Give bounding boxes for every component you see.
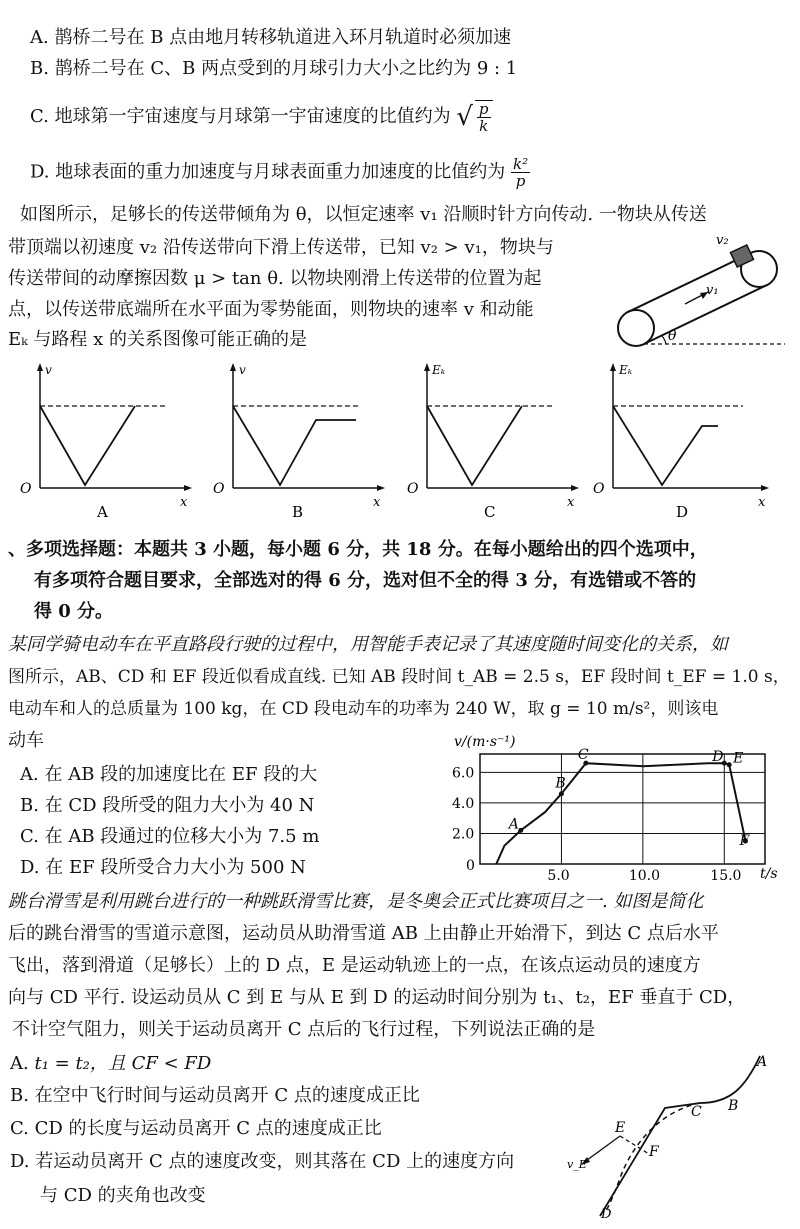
option-text: 地球第一宇宙速度与月球第一宇宙速度的比值约为 bbox=[54, 106, 451, 127]
option-text: t₁ = t₂，且 CF < FD bbox=[34, 1053, 212, 1074]
ebike-stem-line-2: 图所示，AB、CD 和 EF 段近似看成直线. 已知 AB 段时间 t_AB = 2.5 s，EF 段时间 t_EF = 1.0 s， bbox=[8, 667, 790, 687]
x-axis-arrow bbox=[377, 485, 385, 491]
ski-jump-figure bbox=[565, 1048, 790, 1220]
y-axis-arrow bbox=[37, 363, 43, 371]
sqrt-body bbox=[475, 100, 493, 134]
prev-option-b bbox=[30, 57, 517, 81]
y-tick-label: 2.0 bbox=[452, 826, 475, 843]
x-label: x bbox=[758, 495, 766, 510]
x-tick-label: 5.0 bbox=[547, 868, 570, 884]
fraction-numerator: p bbox=[478, 100, 489, 118]
option-text: 在 AB 段的加速度比在 EF 段的大 bbox=[44, 764, 318, 785]
x-axis-arrow bbox=[184, 485, 192, 491]
velocity-time-chart bbox=[440, 732, 790, 882]
theta-arc bbox=[662, 336, 666, 344]
option-label: A. bbox=[20, 764, 39, 785]
ski-stem-line-4: 向与 CD 平行. 设运动员从 C 到 E 与从 E 到 D 的运动时间分别为 t₁、t₂，EF 垂直于 CD， bbox=[8, 987, 746, 1008]
graph-option-label: D bbox=[676, 503, 689, 521]
point-label-c: C bbox=[577, 747, 589, 764]
ski-option-d bbox=[10, 1150, 514, 1174]
point-label-e: E bbox=[733, 750, 744, 767]
belt-stem-line-2: 带顶端以初速度 v₂ 沿传送带向下滑上传送带，已知 v₂ > v₁，物块与 bbox=[8, 237, 554, 258]
ebike-option-b bbox=[20, 794, 314, 818]
ski-option-d-continued: 与 CD 的夹角也改变 bbox=[40, 1185, 206, 1206]
point-f-label: F bbox=[649, 1144, 659, 1160]
y-tick-label: 4.0 bbox=[452, 795, 475, 812]
graph-option-c bbox=[402, 360, 587, 520]
y-tick-label: 6.0 bbox=[452, 765, 475, 782]
fraction-denominator: p bbox=[515, 172, 526, 190]
ski-stem-line-2: 后的跳台滑雪的雪道示意图，运动员从助滑雪道 AB 上由静止开始滑下，到达 C 点后水平 bbox=[8, 923, 719, 944]
belt-top-surface bbox=[628, 253, 751, 312]
option-label: D. bbox=[10, 1151, 30, 1172]
graph-option-a bbox=[15, 360, 200, 520]
x-label: x bbox=[180, 495, 188, 510]
x-label: x bbox=[567, 495, 575, 510]
option-label: C. bbox=[30, 106, 49, 127]
option-text: CD 的长度与运动员离开 C 点的速度成正比 bbox=[34, 1118, 382, 1139]
option-text: 若运动员离开 C 点的速度改变，则其落在 CD 上的速度方向 bbox=[35, 1151, 515, 1172]
graph-curve bbox=[40, 406, 135, 485]
point-b-label: B bbox=[728, 1098, 739, 1114]
graph-curve bbox=[427, 406, 522, 485]
belt-stem-line-5: Eₖ 与路程 x 的关系图像可能正确的是 bbox=[8, 329, 308, 350]
belt-stem-line-4: 点，以传送带底端所在水平面为零势能面，则物块的速率 v 和动能 bbox=[8, 299, 534, 320]
ebike-option-d bbox=[20, 856, 306, 880]
ski-option-b bbox=[10, 1084, 420, 1108]
x-axis-arrow bbox=[571, 485, 579, 491]
x-axis-arrow bbox=[761, 485, 769, 491]
origin-label: O bbox=[20, 481, 32, 497]
fraction-numerator: k² bbox=[512, 155, 529, 173]
point-label-b: B bbox=[555, 775, 566, 792]
option-label: C. bbox=[20, 826, 39, 847]
ebike-stem-line-4: 动车 bbox=[8, 730, 44, 751]
option-label: C. bbox=[10, 1118, 29, 1139]
velocity-curve bbox=[496, 763, 745, 864]
point-e-label: E bbox=[615, 1120, 626, 1136]
origin-label: O bbox=[407, 481, 419, 497]
origin-label: O bbox=[213, 481, 225, 497]
option-label: D. bbox=[20, 857, 40, 878]
point-c-label: C bbox=[691, 1104, 702, 1120]
point-label-d: D bbox=[712, 749, 724, 766]
origin-label: O bbox=[593, 481, 605, 497]
point-a-label: A bbox=[757, 1054, 768, 1070]
plot-frame bbox=[480, 754, 765, 864]
option-text: 在 AB 段通过的位移大小为 7.5 m bbox=[44, 826, 320, 847]
graph-option-label: C bbox=[484, 503, 496, 521]
belt-bottom-roller bbox=[618, 310, 654, 346]
graph-option-d bbox=[588, 360, 778, 520]
x-tick-label: 10.0 bbox=[628, 868, 661, 884]
theta-label: θ bbox=[668, 328, 677, 344]
fraction bbox=[511, 156, 530, 189]
option-text: 鹊桥二号在 C、B 两点受到的月球引力大小之比约为 9 : 1 bbox=[54, 58, 518, 79]
option-label: D. bbox=[30, 161, 50, 183]
ski-stem-line-1: 跳台滑雪是利用跳台进行的一种跳跃滑雪比赛，是冬奥会正式比赛项目之一. 如图是简化 bbox=[8, 891, 704, 912]
fraction-denominator: k bbox=[479, 117, 489, 135]
option-label: A. bbox=[30, 27, 49, 48]
y-axis-arrow bbox=[424, 363, 430, 371]
section-header-line-2: 有多项符合题目要求，全部选对的得 6 分，选对但不全的得 3 分，有选错或不答的 bbox=[34, 570, 697, 591]
slope-track bbox=[600, 1056, 760, 1216]
belt-stem-line-3: 传送带间的动摩擦因数 μ > tan θ. 以物块刚滑上传送带的位置为起 bbox=[8, 268, 542, 289]
graph-option-label: B bbox=[292, 503, 304, 521]
y-label: v bbox=[45, 363, 52, 377]
graph-curve bbox=[613, 406, 718, 485]
y-axis-arrow bbox=[230, 363, 236, 371]
y-label: Eₖ bbox=[432, 363, 446, 377]
sqrt-sign: √ bbox=[456, 102, 473, 132]
option-text: 在 EF 段所受合力大小为 500 N bbox=[45, 857, 306, 878]
section-header-line-3: 得 0 分。 bbox=[34, 601, 114, 622]
option-label: B. bbox=[20, 795, 39, 816]
ski-stem-line-5: 不计空气阻力，则关于运动员离开 C 点后的飞行过程，下列说法正确的是 bbox=[12, 1019, 596, 1040]
ski-option-a bbox=[10, 1052, 211, 1076]
y-label: Eₖ bbox=[619, 363, 633, 377]
x-label: x bbox=[373, 495, 381, 510]
ski-stem-line-3: 飞出，落到滑道（足够长）上的 D 点，E 是运动轨迹上的一点，在该点运动员的速度方 bbox=[8, 955, 701, 976]
graph-curve bbox=[233, 406, 356, 485]
data-point-a bbox=[518, 828, 523, 833]
y-axis-arrow bbox=[610, 363, 616, 371]
ef-perpendicular bbox=[620, 1136, 649, 1154]
ebike-stem-line-3: 电动车和人的总质量为 100 kg，在 CD 段电动车的功率为 240 W，取 g = 10 m/s²，则该电 bbox=[8, 699, 719, 719]
ski-option-c bbox=[10, 1117, 382, 1141]
belt-stem-line-1: 如图所示，足够长的传送带倾角为 θ，以恒定速率 v₁ 沿顺时针方向传动. 一物块从传送 bbox=[20, 204, 707, 225]
conveyor-belt-figure bbox=[600, 232, 790, 362]
ebike-stem-line-1: 某同学骑电动车在平直路段行驶的过程中，用智能手表记录了其速度随时间变化的关系，如 bbox=[8, 634, 728, 655]
option-text: 在 CD 段所受的阻力大小为 40 N bbox=[44, 795, 315, 816]
chart-y-label: v/(m·s⁻¹) bbox=[454, 734, 516, 750]
option-text: 在空中飞行时间与运动员离开 C 点的速度成正比 bbox=[34, 1085, 420, 1106]
chart-origin: 0 bbox=[466, 858, 475, 874]
block bbox=[730, 245, 753, 267]
section-header-line-1: 、多项选择题：本题共 3 小题，每小题 6 分，共 18 分。在每小题给出的四个选项中， bbox=[8, 539, 708, 560]
ve-arrow bbox=[583, 1136, 620, 1163]
chart-x-label: t/s bbox=[760, 866, 778, 882]
prev-option-c bbox=[30, 100, 493, 134]
graph-option-label: A bbox=[97, 503, 108, 521]
point-label-a: A bbox=[508, 816, 519, 833]
data-point-b bbox=[559, 791, 564, 796]
prev-option-d bbox=[30, 156, 530, 189]
option-label: A. bbox=[10, 1053, 29, 1074]
v2-label: v₂ bbox=[716, 233, 729, 248]
x-tick-label: 15.0 bbox=[710, 868, 742, 884]
option-text: 鹊桥二号在 B 点由地月转移轨道进入环月轨道时必须加速 bbox=[54, 27, 512, 48]
y-label: v bbox=[239, 363, 246, 377]
ebike-option-c bbox=[20, 825, 319, 849]
graph-option-b bbox=[208, 360, 393, 520]
option-text: 地球表面的重力加速度与月球表面重力加速度的比值约为 bbox=[55, 161, 506, 183]
option-label: B. bbox=[10, 1085, 29, 1106]
point-label-f: F bbox=[739, 833, 750, 850]
v1-label: v₁ bbox=[706, 283, 719, 298]
data-point-e bbox=[727, 762, 732, 767]
ebike-option-a bbox=[20, 763, 317, 787]
point-d-label: D bbox=[601, 1207, 612, 1222]
option-label: B. bbox=[30, 58, 49, 79]
ve-label: v_E bbox=[567, 1158, 587, 1171]
prev-option-a bbox=[30, 26, 511, 50]
